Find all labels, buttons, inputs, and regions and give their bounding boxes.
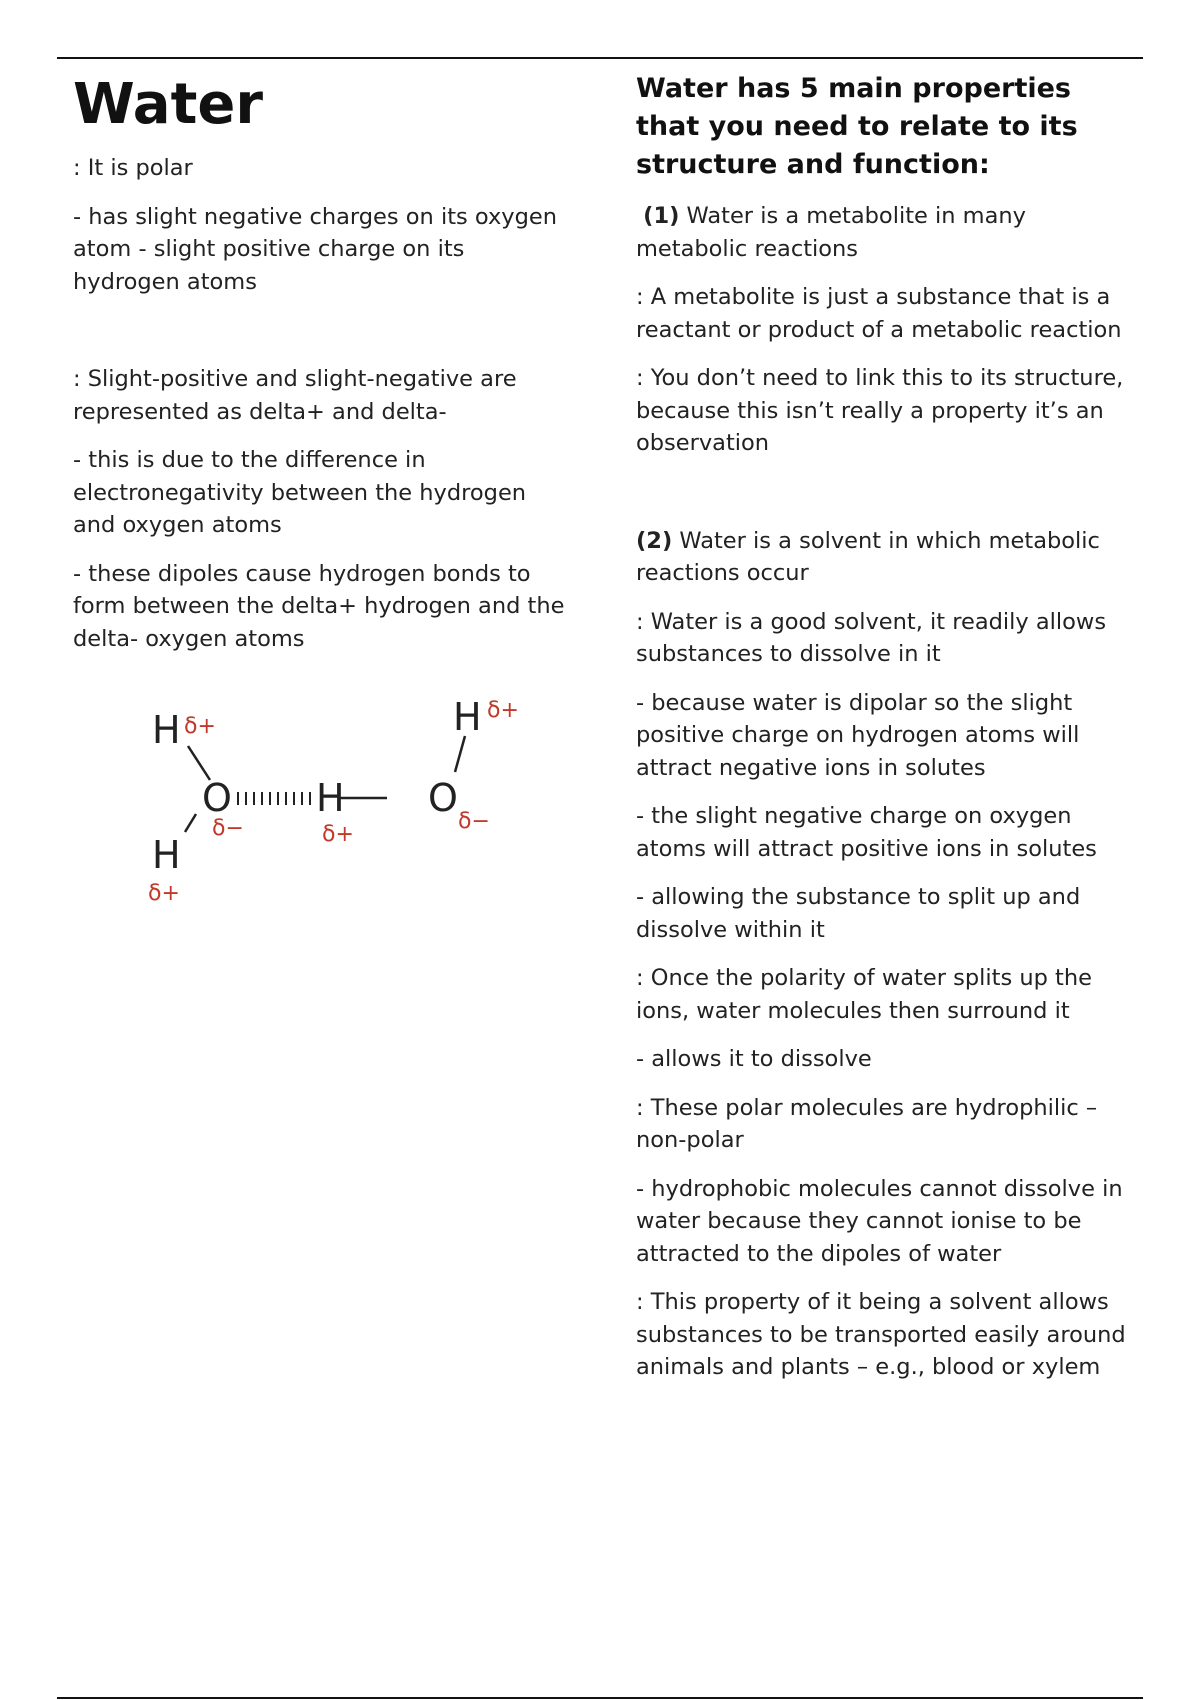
left-paragraph: : Slight-positive and slight-negative are represented as delta+ and delta- [73, 366, 517, 425]
properties-heading: Water has 5 main properties that you need to relate to its structure and function: [636, 73, 1078, 180]
property-note: - because water is dipolar so the slight positive charge on hydrogen atoms will attract negative ions in solutes [636, 689, 1080, 781]
spacer [636, 476, 1136, 525]
property-note: - allows it to dissolve [636, 1046, 872, 1072]
property-number: (2) [636, 527, 673, 554]
partial-charge-label: δ− [212, 816, 244, 841]
property-note: : This property of it being a solvent allows substances to be transported easily around animals and plants – e.g., blood or xylem [636, 1289, 1126, 1380]
partial-charge-label: δ− [458, 809, 490, 834]
left-column [73, 70, 573, 671]
left-paragraph: : It is polar [73, 155, 193, 181]
hydrogen-bond-diagram [140, 686, 540, 916]
left-paragraph: - these dipoles cause hydrogen bonds to form between the delta+ hydrogen and the delta- oxygen atoms [73, 560, 565, 652]
property-note: - the slight negative charge on oxygen atoms will attract positive ions in solutes [636, 803, 1097, 862]
partial-charge-label: δ+ [148, 881, 180, 906]
property-note: - allowing the substance to split up and dissolve within it [636, 884, 1081, 943]
property-note: - hydrophobic molecules cannot dissolve in water because they cannot ionise to be attracted to the dipoles of water [636, 1175, 1123, 1267]
hydrogen-atom: H [316, 776, 345, 820]
property-text: Water is a metabolite in many metabolic reactions [636, 203, 1026, 262]
left-paragraph: - this is due to the difference in electronegativity between the hydrogen and oxygen atoms [73, 447, 527, 538]
property-note: : Once the polarity of water splits up the ions, water molecules then surround it [636, 965, 1092, 1024]
top-rule [57, 57, 1143, 59]
property-note: : Water is a good solvent, it readily allows substances to dissolve in it [636, 608, 1107, 667]
hydrogen-atom: H [453, 695, 482, 739]
property-note: : You don’t need to link this to its structure, because this isn’t really a property it’s an observation [636, 365, 1124, 456]
partial-charge-label: δ+ [184, 714, 216, 739]
covalent-bond [455, 736, 465, 772]
oxygen-atom: O [428, 776, 458, 820]
covalent-bond [188, 746, 210, 780]
hydrogen-atom: H [152, 833, 181, 877]
page-title: Water [73, 72, 263, 137]
spacer [73, 314, 573, 363]
property-note: : These polar molecules are hydrophilic – non-polar [636, 1094, 1098, 1153]
covalent-bond [185, 814, 196, 832]
bottom-rule [57, 1697, 1143, 1699]
property-number: (1) [643, 203, 680, 229]
property-note: : A metabolite is just a substance that is a reactant or product of a metabolic reaction [636, 284, 1122, 343]
property-2 [636, 525, 1136, 590]
property-1 [636, 200, 1136, 265]
oxygen-atom: O [202, 776, 232, 820]
hydrogen-bond [238, 792, 310, 805]
property-text: Water is a solvent in which metabolic reactions occur [636, 527, 1100, 586]
right-column [636, 70, 1136, 1400]
partial-charge-label: δ+ [322, 822, 354, 847]
hydrogen-atom: H [152, 708, 181, 752]
partial-charge-label: δ+ [487, 698, 519, 723]
left-paragraph: - has slight negative charges on its oxygen atom - slight positive charge on its hydrogen atoms [73, 203, 557, 295]
